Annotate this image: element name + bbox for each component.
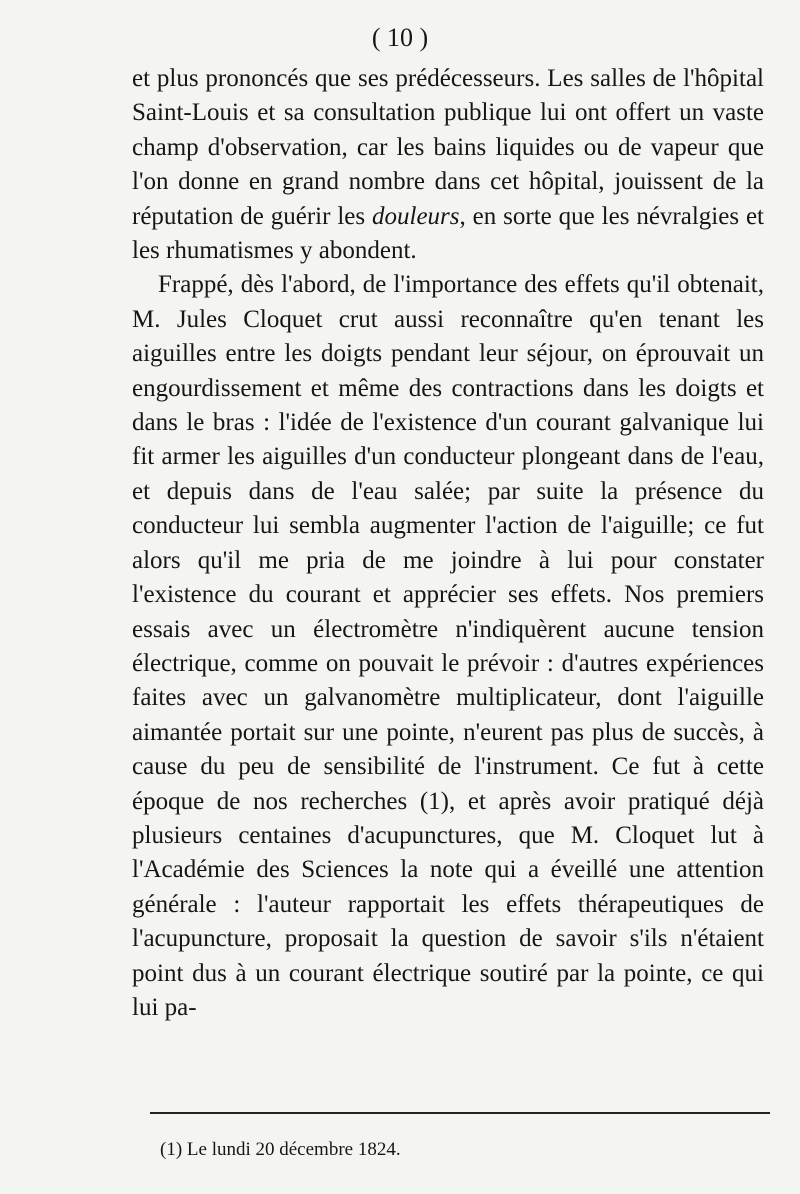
paragraph-1: [132, 62, 764, 268]
paragraph-2: Frappé, dès l'abord, de l'importance des effets qu'il obtenait, M. Jules Cloquet crut aussi reconnaître qu'en tenant les aiguilles entre les doigts pendant leur séjour, on éprouvait un engourdissement et même des contractions dans les doigts et dans le bras : l'idée de l'existence d'un courant galvanique lui fit armer les aiguilles d'un conducteur plongeant dans de l'eau, et depuis dans de l'eau salée; par suite la présence du conducteur lui sembla augmenter l'action de l'aiguille; ce fut alors qu'il me pria de me joindre à lui pour constater l'existence du courant et apprécier ses effets. Nos premiers essais avec un électromètre n'indiquèrent aucune tension électrique, comme on pouvait le prévoir : d'autres expériences faites avec un galvanomètre multiplicateur, dont l'aiguille aimantée portait sur une pointe, n'eurent pas plus de succès, à cause du peu de sensibilité de l'instrument. Ce fut à cette époque de nos recherches (1), et après avoir pratiqué déjà plusieurs centaines d'acupunctures, que M. Cloquet lut à l'Académie des Sciences la note qui a éveillé une attention générale : l'auteur rapportait les effets thérapeutiques de l'acupuncture, proposait la question de savoir s'ils n'étaient point dus à un courant électrique soutiré par la pointe, ce qui lui pa-: [132, 271, 764, 1021]
paragraph-1-italic: douleurs: [372, 202, 460, 230]
footnote-rule: [150, 1112, 770, 1114]
body-text: [132, 62, 764, 1025]
paragraph-1-after: , en sorte que les névralgies et les rhumatismes y abondent.: [132, 202, 764, 265]
page-number: ( 10 ): [371, 23, 429, 52]
paragraph-1-text: et plus prononcés que ses prédécesseurs. Les salles de l'hôpital Saint-Louis et sa consultation publique lui ont offert un vaste champ d'observation, car les bains liquides ou de vapeur que l'on donne en grand nombre dans cet hôpital, jouissent de la réputation de guérir les: [132, 65, 764, 230]
footnote: (1) Le lundi 20 décembre 1824.: [160, 1139, 401, 1160]
